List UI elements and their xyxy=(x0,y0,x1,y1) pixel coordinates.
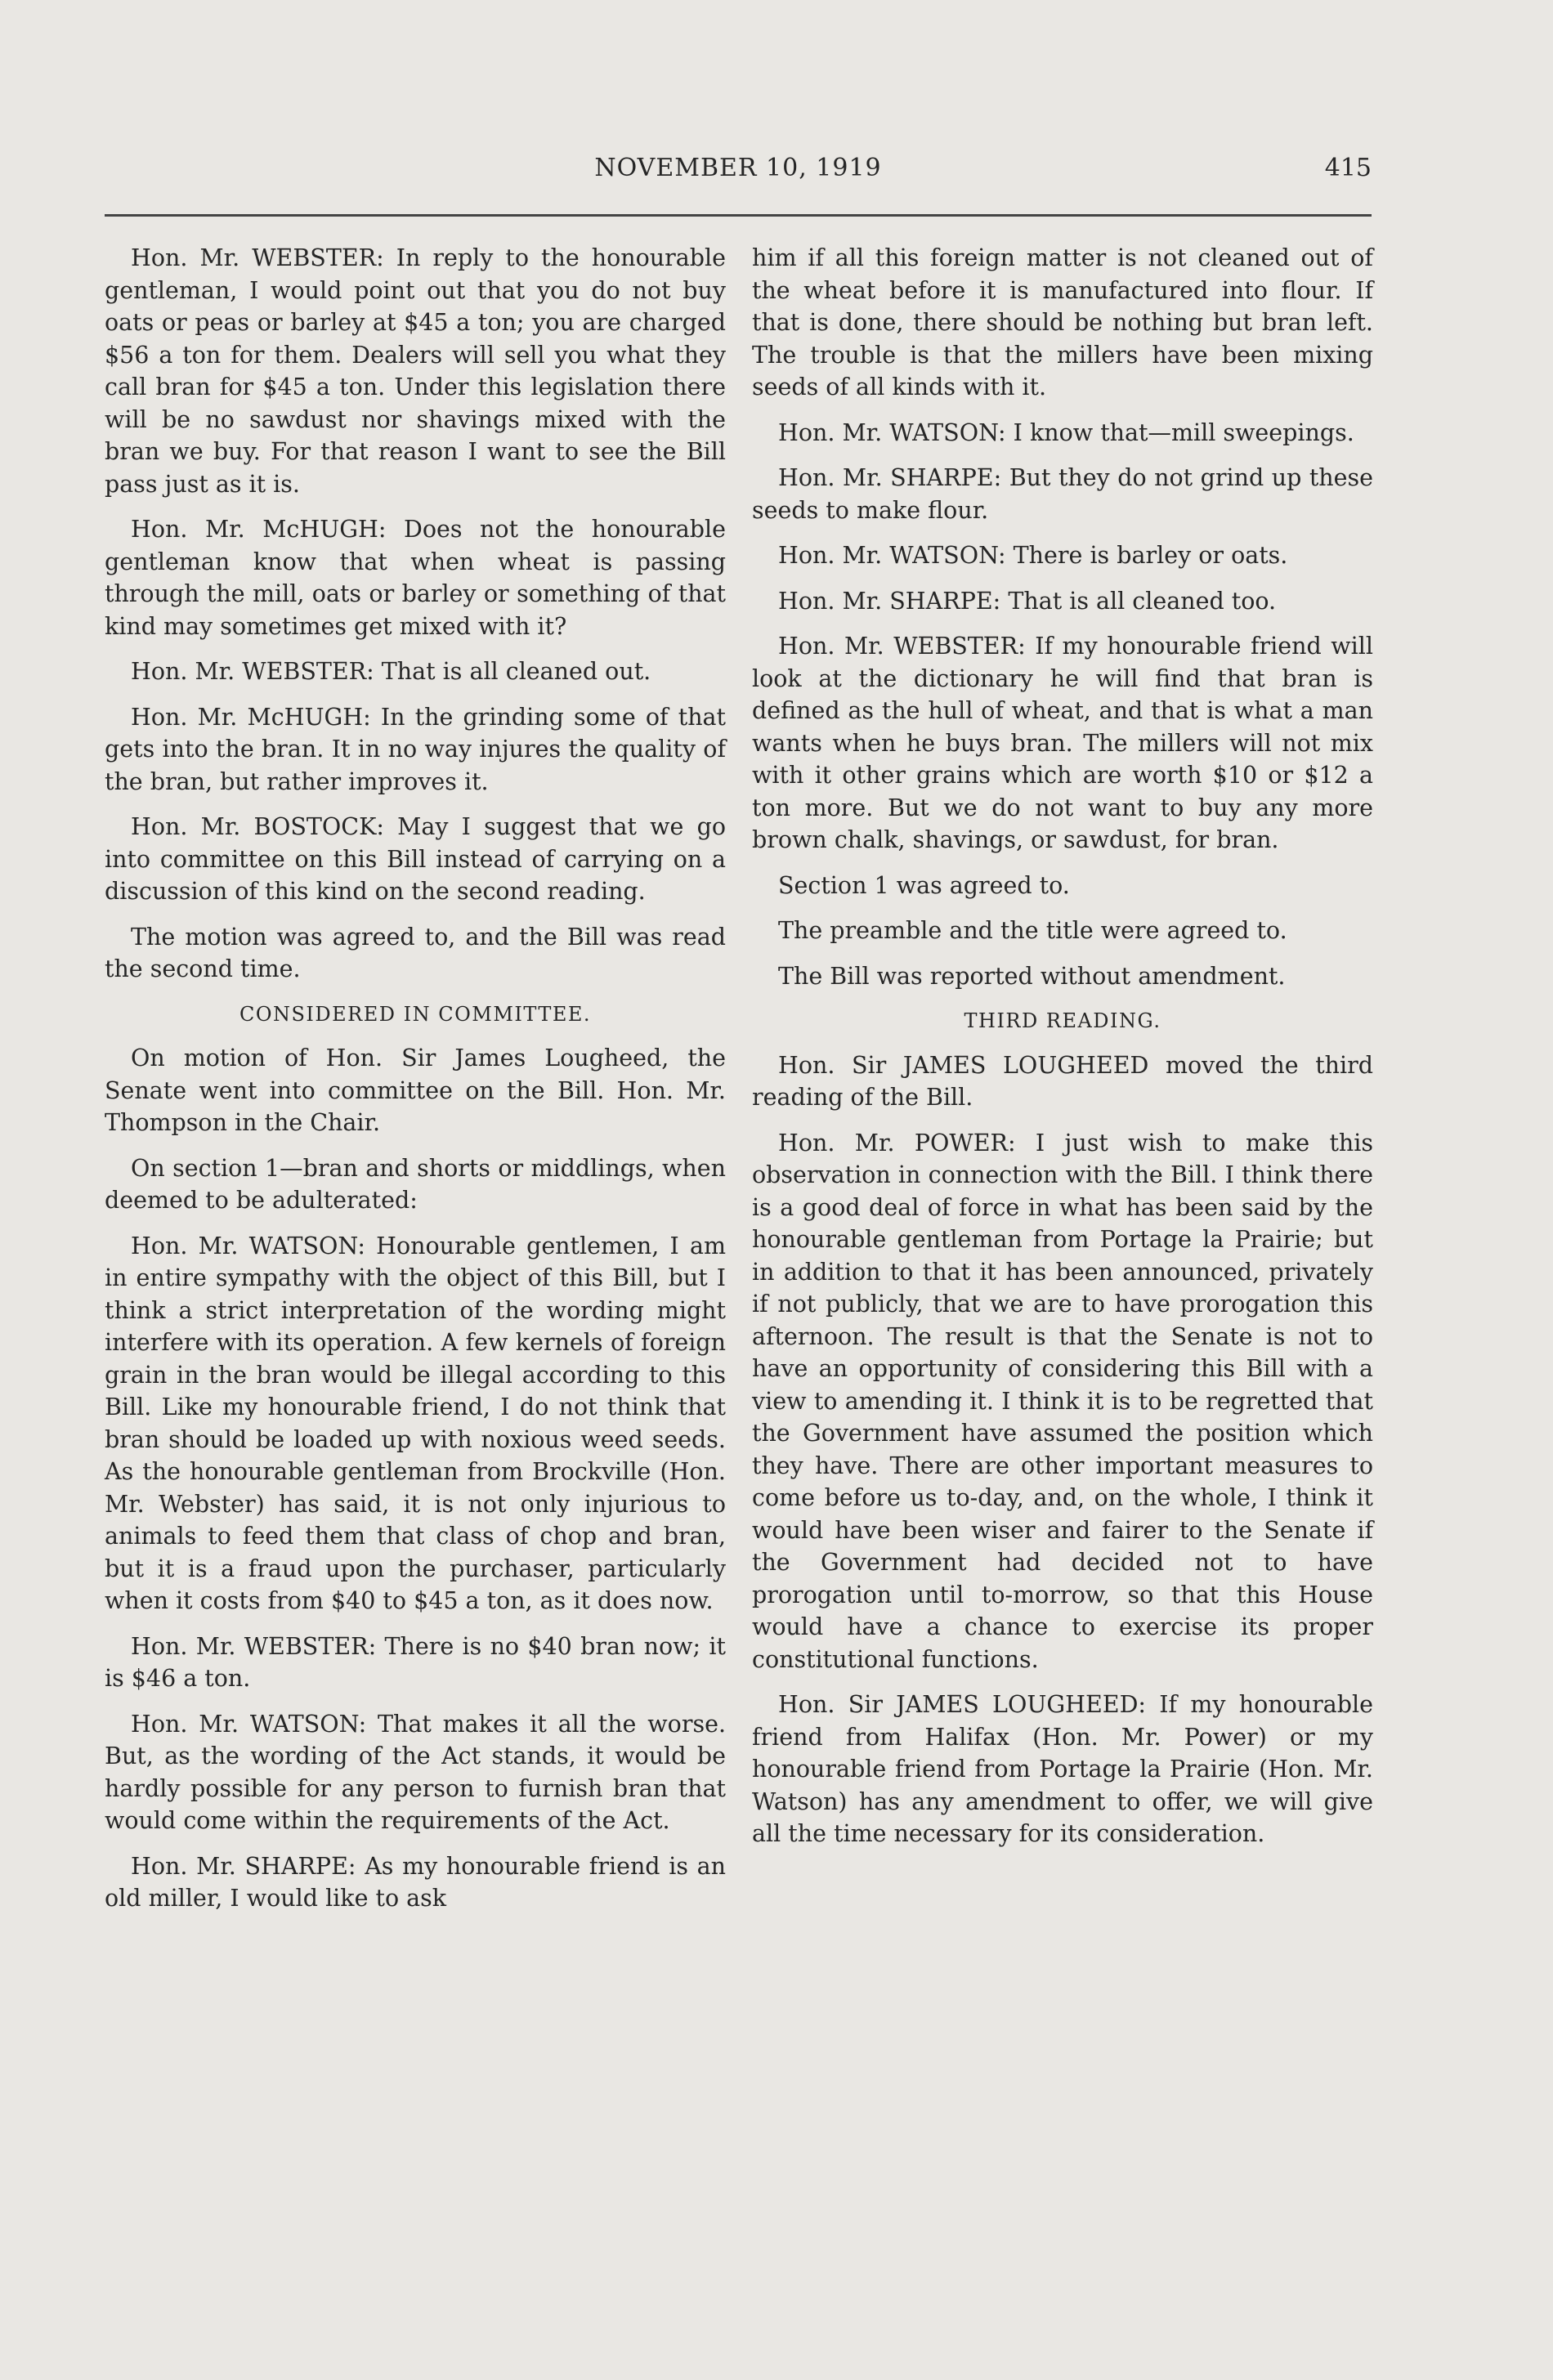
paragraph: Hon. Sir JAMES LOUGHEED: If my honourable friend from Halifax (Hon. Mr. Power) or my honourable friend from Portage la Prairie (Hon. Mr. Watson) has any amendment to offer, we will give all the time necessary for its consideration. xyxy=(752,1691,1373,1847)
paragraph: Hon. Mr. POWER: I just wish to make this observation in connection with the Bill. I think there is a good deal of force in what has been said by the honourable gentleman from Portage la Prairie; but in addition to that it has been announced, privately if not publicly, that we are to have prorogation this afternoon. The result is that the Senate is not to have an opportunity of considering this Bill with a view to amending it. I think it is to be regretted that the Government have assumed the position which they have. There are other important measures to come before us to-day, and, on the whole, I think it would have been wiser and fairer to the Senate if the Government had decided not to have prorogation until to-morrow, so that this House would have a chance to exercise its proper constitutional functions. xyxy=(752,1129,1373,1673)
paragraph: Hon. Mr. WEBSTER: If my honourable friend will look at the dictionary he will find that bran is defined as the hull of wheat, and that is what a man wants when he buys bran. The millers will not mix with it other grains which are worth $10 or $12 a ton more. But we do not want to buy any more brown chalk, shavings, or sawdust, for bran. xyxy=(752,633,1373,853)
page-number: 415 xyxy=(1324,154,1372,182)
paragraph: The preamble and the title were agreed to. xyxy=(778,917,1287,944)
left-column xyxy=(105,242,726,1928)
section-heading: THIRD READING. xyxy=(964,1009,1161,1032)
paragraph: Hon. Mr. BOSTOCK: May I suggest that we go into committee on this Bill instead of carrying on a discussion of this kind on the second reading. xyxy=(105,813,726,905)
paragraph: Hon. Mr. SHARPE: As my honourable friend is an old miller, I would like to ask xyxy=(105,1852,726,1912)
paragraph: Hon. Mr. WATSON: There is barley or oats. xyxy=(778,542,1288,569)
paragraph-continued: him if all this foreign matter is not cleaned out of the wheat before it is manufactured into flour. If that is done, there should be nothing but bran left. The trouble is that the millers have been mixing seeds of all kinds with it. xyxy=(752,244,1373,400)
paragraph: Hon. Mr. WEBSTER: That is all cleaned out. xyxy=(131,658,651,685)
paragraph: The Bill was reported without amendment. xyxy=(778,962,1286,990)
paragraph: The motion was agreed to, and the Bill was read the second time. xyxy=(105,923,726,982)
paragraph: Hon. Mr. SHARPE: But they do not grind up these seeds to make flour. xyxy=(752,464,1373,524)
paragraph: Hon. Mr. WATSON: That makes it all the worse. But, as the wording of the Act stands, it would be hardly possible for any person to furnish bran that would come within the requirements of the Act. xyxy=(105,1710,726,1834)
paragraph: Hon. Mr. McHUGH: In the grinding some of that gets into the bran. It in no way injures the quality of the bran, but rather improves it. xyxy=(105,703,726,795)
paragraph: Section 1 was agreed to. xyxy=(778,871,1070,899)
page-date-title: NOVEMBER 10, 1919 xyxy=(594,154,882,182)
right-column xyxy=(752,242,1373,1863)
paragraph: On section 1—bran and shorts or middlings, when deemed to be adulterated: xyxy=(105,1154,726,1214)
paragraph: Hon. Sir JAMES LOUGHEED moved the third reading of the Bill. xyxy=(752,1051,1373,1111)
section-heading: CONSIDERED IN COMMITTEE. xyxy=(239,1002,592,1026)
header-rule xyxy=(105,214,1372,217)
paragraph: Hon. Mr. WATSON: Honourable gentlemen, I am in entire sympathy with the object of this Bill, but I think a strict interpretation of the wording might interfere with its operation. A few kernels of foreign grain in the bran would be illegal according to this Bill. Like my honourable friend, I do not think that bran should be loaded up with noxious weed seeds. As the honourable gentleman from Brockville (Hon. Mr. Webster) has said, it is not only injurious to animals to feed them that class of chop and bran, but it is a fraud upon the purchaser, particularly when it costs from $40 to $45 a ton, as it does now. xyxy=(105,1232,726,1614)
paragraph: Hon. Mr. WEBSTER: In reply to the honourable gentleman, I would point out that you do not buy oats or peas or barley at $45 a ton; you are charged $56 a ton for them. Dealers will sell you what they call bran for $45 a ton. Under this legislation there will be no sawdust nor shavings mixed with the bran we buy. For that reason I want to see the Bill pass just as it is. xyxy=(105,244,726,498)
paragraph: On motion of Hon. Sir James Lougheed, the Senate went into committee on the Bill. Hon. Mr. Thompson in the Chair. xyxy=(105,1045,726,1136)
paragraph: Hon. Mr. WEBSTER: There is no $40 bran now; it is $46 a ton. xyxy=(105,1632,726,1692)
paragraph: Hon. Mr. McHUGH: Does not the honourable gentleman know that when wheat is passing through the mill, oats or barley or something of that kind may sometimes get mixed with it? xyxy=(105,516,726,640)
paragraph: Hon. Mr. SHARPE: That is all cleaned too. xyxy=(778,587,1277,615)
paragraph: Hon. Mr. WATSON: I know that—mill sweepings. xyxy=(778,418,1354,446)
page-header xyxy=(105,154,1372,195)
